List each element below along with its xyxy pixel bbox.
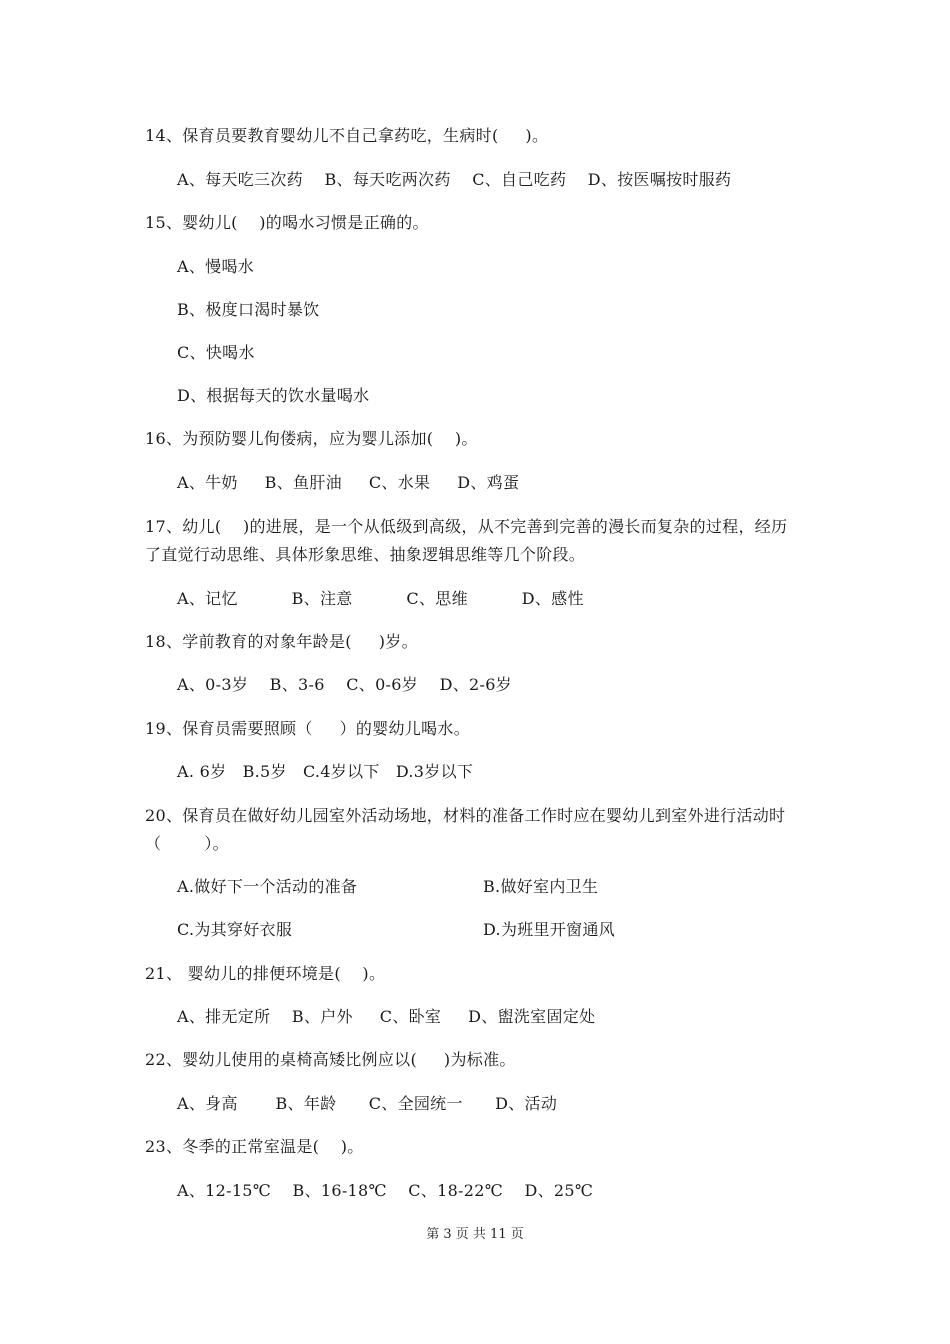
- question-20-option-a: A.做好下一个活动的准备: [177, 877, 358, 896]
- question-17-stem-line-1: 17、幼儿( )的进展，是一个从低级到高级，从不完善到完善的漫长而复杂的过程，经历: [145, 517, 788, 536]
- question-14-stem: 14、保育员要教育婴幼儿不自己拿药吃，生病时( )。: [145, 126, 549, 145]
- question-15-option-c: C、快喝水: [177, 343, 255, 362]
- question-22-stem: 22、婴幼儿使用的桌椅高矮比例应以( )为标准。: [145, 1050, 516, 1069]
- question-18-options: A、0-3岁 B、3-6 C、0-6岁 D、2-6岁: [177, 675, 512, 694]
- question-19-options: A. 6岁 B.5岁 C.4岁以下 D.3岁以下: [177, 762, 474, 781]
- question-19-stem: 19、保育员需要照顾（ ）的婴幼儿喝水。: [145, 719, 470, 738]
- question-21-stem: 21、 婴幼儿的排便环境是( )。: [145, 964, 386, 983]
- question-20-stem-line-1: 20、保育员在做好幼儿园室外活动场地，材料的准备工作时应在婴幼儿到室外进行活动时: [145, 806, 786, 825]
- question-23-options: A、12-15℃ B、16-18℃ C、18-22℃ D、25℃: [177, 1181, 594, 1200]
- question-20-option-b: B.做好室内卫生: [483, 877, 599, 896]
- question-14-options: A、每天吃三次药 B、每天吃两次药 C、自己吃药 D、按医嘱按时服药: [177, 170, 732, 189]
- question-15-option-d: D、根据每天的饮水量喝水: [177, 386, 370, 405]
- question-20-stem-line-2: （ ）。: [145, 834, 229, 853]
- page-number-footer: 第 3 页 共 11 页: [426, 1227, 524, 1242]
- question-15-option-a: A、慢喝水: [177, 257, 255, 276]
- question-21-options: A、排无定所 B、户外 C、卧室 D、盥洗室固定处: [177, 1007, 596, 1026]
- question-20-option-c: C.为其穿好衣服: [177, 920, 293, 939]
- question-17-options: A、记忆 B、注意 C、思维 D、感性: [177, 589, 584, 608]
- question-23-stem: 23、冬季的正常室温是( )。: [145, 1137, 364, 1156]
- question-15-stem: 15、婴幼儿( )的喝水习惯是正确的。: [145, 213, 429, 232]
- question-17-stem-line-2: 了直觉行动思维、具体形象思维、抽象逻辑思维等几个阶段。: [145, 545, 586, 564]
- question-16-options: A、牛奶 B、鱼肝油 C、水果 D、鸡蛋: [177, 473, 520, 492]
- question-20-option-d: D.为班里开窗通风: [483, 920, 616, 939]
- question-15-option-b: B、极度口渴时暴饮: [177, 300, 320, 319]
- question-22-options: A、身高 B、年龄 C、全园统一 D、活动: [177, 1094, 558, 1113]
- question-18-stem: 18、学前教育的对象年龄是( )岁。: [145, 632, 418, 651]
- question-16-stem: 16、为预防婴儿佝偻病，应为婴儿添加( )。: [145, 429, 478, 448]
